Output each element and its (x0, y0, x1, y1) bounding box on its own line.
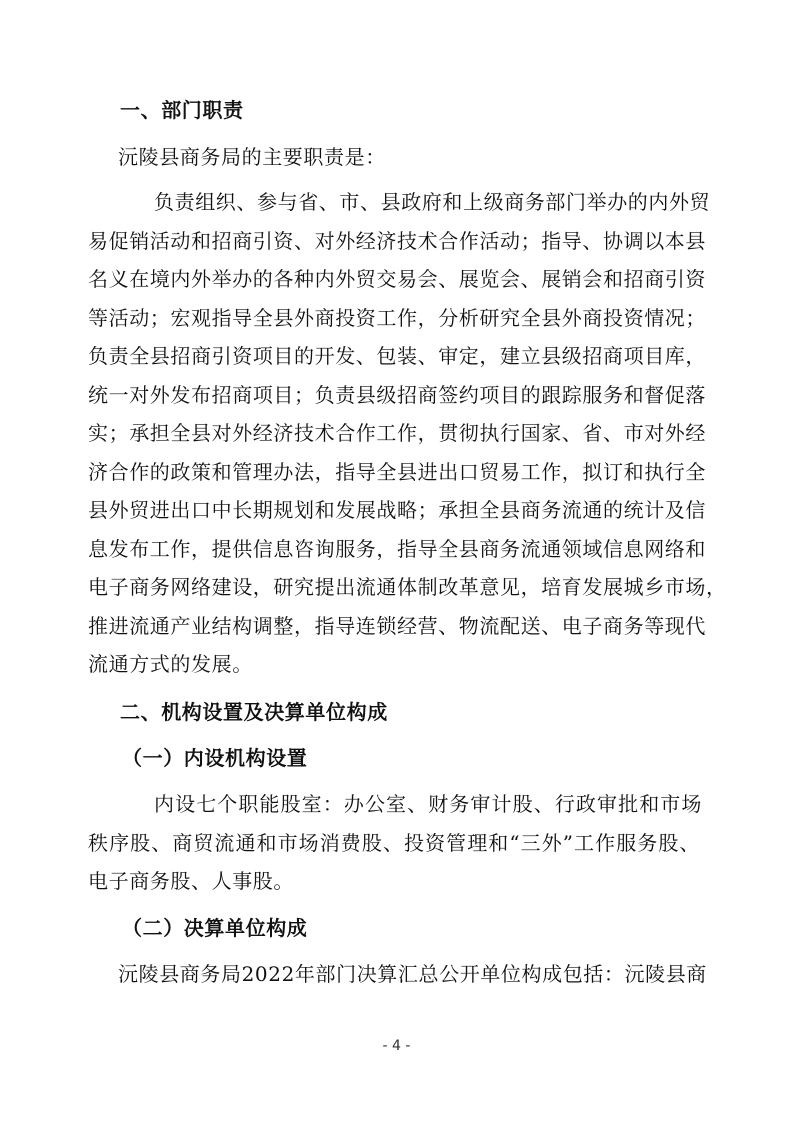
paragraph-line: 息发布工作，提供信息咨询服务，指导全县商务流通领域信息网络和 (88, 537, 706, 561)
paragraph-line: 县外贸进出口中长期规划和发展战略；承担全县商务流通的统计及信 (88, 498, 706, 522)
paragraph-line: 流通方式的发展。 (88, 652, 253, 676)
paragraph-line: 易促销活动和招商引资、对外经济技术合作活动；指导、协调以本县 (88, 229, 706, 253)
paragraph-line: 统一对外发布招商项目；负责县级招商签约项目的跟踪服务和督促落 (88, 383, 706, 407)
paragraph-line: 负责全县招商引资项目的开发、包装、审定，建立县级招商项目库， (88, 344, 706, 368)
paragraph-line: 负责组织、参与省、市、县政府和上级商务部门举办的内外贸 (154, 190, 711, 214)
paragraph-line: 内设七个职能股室：办公室、财务审计股、行政审批和市场 (154, 792, 702, 816)
paragraph-line: 等活动；宏观指导全县外商投资工作，分析研究全县外商投资情况； (88, 306, 706, 330)
paragraph-line: 推进流通产业结构调整，指导连锁经营、物流配送、电子商务等现代 (88, 614, 706, 638)
paragraph-line: 济合作的政策和管理办法，指导全县进出口贸易工作，拟订和执行全 (88, 460, 706, 484)
units-paragraph-line: 沅陵县商务局2022年部门决算汇总公开单位构成包括：沅陵县商 (118, 962, 707, 986)
paragraph-line: 电子商务股、人事股。 (88, 869, 294, 893)
paragraph-line: 秩序股、商贸流通和市场消费股、投资管理和“三外”工作服务股、 (88, 831, 700, 855)
paragraph-line: 实；承担全县对外经济技术合作工作，贯彻执行国家、省、市对外经 (88, 421, 706, 445)
section-heading-2: 二、机构设置及决算单位构成 (120, 700, 388, 724)
subheading-internal-structure: （一）内设机构设置 (122, 746, 308, 770)
paragraph-line: 名义在境内外举办的各种内外贸交易会、展览会、展销会和招商引资 (88, 267, 706, 291)
page-number: - 4 - (382, 1038, 411, 1054)
paragraph-line: 电子商务网络建设，研究提出流通体制改革意见，培育发展城乡市场， (88, 575, 727, 599)
subheading-accounting-units: （二）决算单位构成 (122, 916, 308, 940)
intro-paragraph: 沅陵县商务局的主要职责是： (118, 145, 386, 169)
section-heading-1: 一、部门职责 (120, 98, 244, 122)
